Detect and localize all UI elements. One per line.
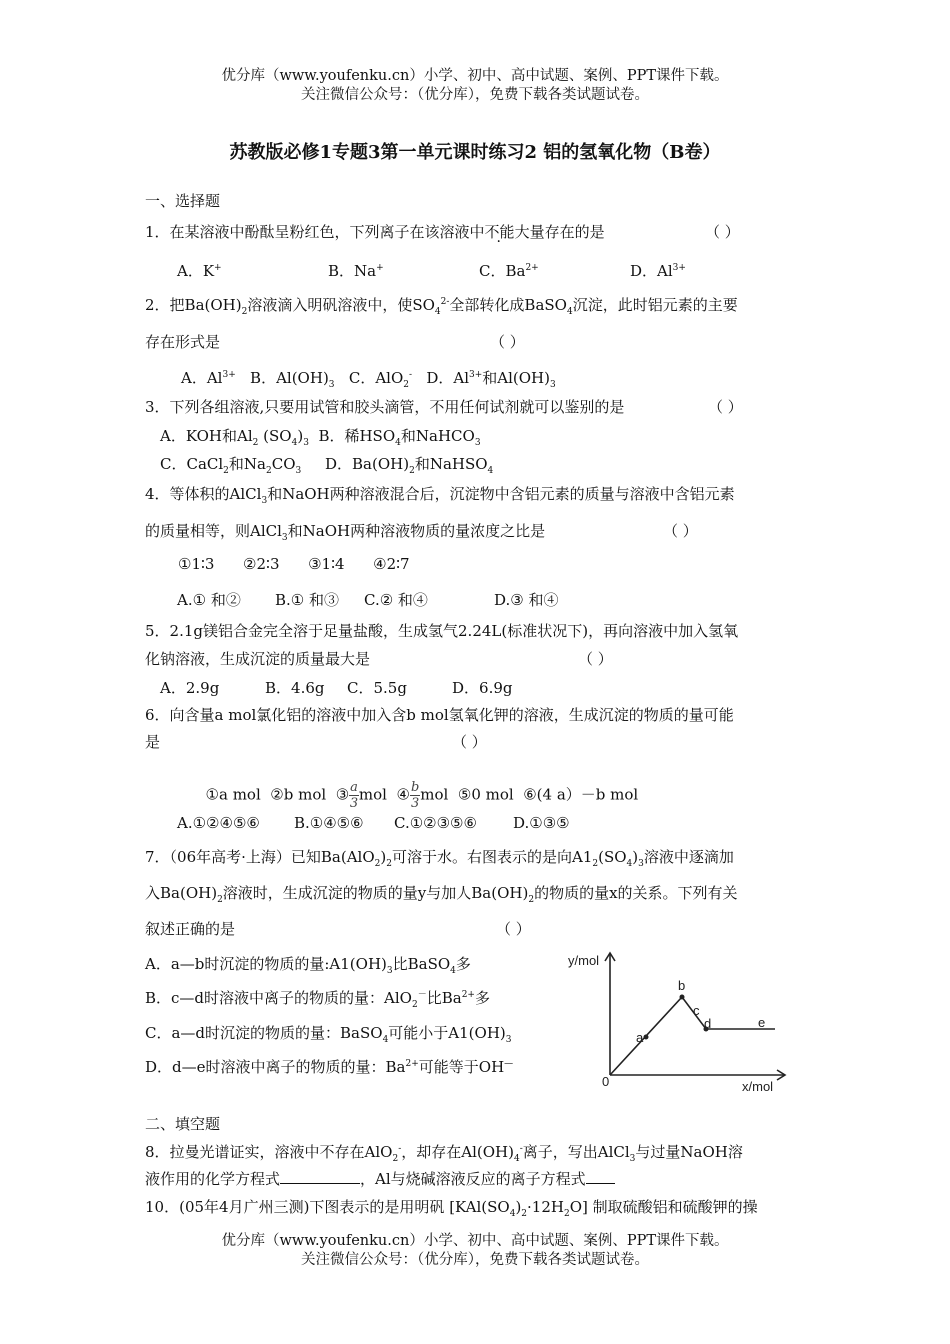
question-8-line-1: 8．拉曼光谱证实，溶液中不存在AlO$_2$-，却存在$Al(OH)_4^-$离子，写出AlCl$_3$与过量NaOH溶 xyxy=(145,1143,743,1164)
q6-option-b: B.①④⑤⑥ xyxy=(294,814,364,832)
footer-line-1: 优分库（www.youfenku.cn）小学、初中、高中试题、案例、PPT课件下载。 xyxy=(221,1233,729,1249)
graph-label-c: c xyxy=(693,1003,700,1018)
q5-option-a: A．2.9g xyxy=(160,679,220,697)
graph-label-b: b xyxy=(678,978,686,993)
question-2-line-2: 存在形式是 xyxy=(145,333,221,351)
graph-label-d: d xyxy=(704,1016,712,1031)
q4-ratios: ①1∶3 ②2∶3 ③1∶4 ④2∶7 xyxy=(178,555,410,573)
graph-label-e: e xyxy=(758,1015,766,1030)
q7-option-d: D．d—e时溶液中离子的物质的量：$Ba^{2+}$可能等于OH— xyxy=(145,1058,514,1076)
q6-option-c: C.①②③⑤⑥ xyxy=(394,814,477,832)
answer-blank-2[interactable] xyxy=(586,1169,615,1184)
q2-options: A．$Al^{3+}$ B．$Al(OH)_3$ C．AlO$_2$- D．$Al^{3+}$和$Al(OH)_3$ xyxy=(181,369,556,390)
q3-options-ab: A．KOH和$Al_2$ $(SO_4)_3$ B．稀$HSO_4$和NaHCO$_3$ xyxy=(160,427,481,448)
question-8-line-2: 液作用的化学方程式 ，Al与烧碱溶液反应的离子方程式 xyxy=(145,1168,615,1189)
question-1: 1．在某溶液中酚酞呈粉红色，下列离子在该溶液中不能大量存在的是 xyxy=(145,223,605,241)
question-3: 3．下列各组溶液,只要用试管和胶头滴管，不用任何试剂就可以鉴别的是 xyxy=(145,398,625,416)
question-2-line-1: 2．把$Ba(OH)_2$溶液滴入明矾溶液中，使$SO_4^{2-}$全部转化成BaSO$_4$沉淀，此时铝元素的主要 xyxy=(145,296,738,317)
question-7-line-2: 入$Ba(OH)_2$溶液时，生成沉淀的物质的量y与加人$Ba(OH)_2$的物质的量x的关系。下列有关 xyxy=(145,884,738,905)
q3-option-d: D．$Ba(OH)_2$和NaHSO$_4$ xyxy=(325,455,494,476)
q7-option-b: B．c—d时溶液中离子的物质的量：AlO$_2$－比$Ba^{2+}$多 xyxy=(145,989,490,1010)
q1-option-d: D．$Al^{3+}$ xyxy=(630,262,686,280)
emphasis-not: 不能 xyxy=(484,223,515,241)
q5-option-c: C．5.5g xyxy=(347,679,407,697)
graph-label-a: a xyxy=(636,1030,644,1045)
q1-option-c: C．$Ba^{2+}$ xyxy=(479,262,539,280)
answer-paren-1: （ ） xyxy=(705,223,740,241)
fraction-b-over-3: $\frac{b}{3}$ xyxy=(410,780,420,811)
q3-option-c: C．CaCl$_2$和$Na_2CO_3$ xyxy=(160,455,302,476)
graph-point-b xyxy=(680,995,685,1000)
question-10-line-1: 10．(05年4月广州三测)下图表示的是用明矾 $[KAl(SO_4)_2\cdot 12H_2O]$ 制取硫酸铝和硫酸钾的操 xyxy=(145,1198,758,1219)
q5-option-d: D．6.9g xyxy=(452,679,513,697)
answer-blank-1[interactable] xyxy=(280,1169,360,1184)
header-line-2: 关注微信公众号：（优分库），免费下载各类试题试卷。 xyxy=(301,87,649,103)
q7-option-a: A．a—b时沉淀的物质的量$:A1(OH)_3$比BaSO$_4$多 xyxy=(145,955,471,976)
q6-choices: ①a mol ②b mol ③ $\frac{a}{3}$ mol ④ $\frac{b}{3}$ mol ⑤0 mol ⑥(4 a）－b mol xyxy=(205,780,639,811)
section-heading-fill: 二、填空题 xyxy=(145,1115,221,1133)
q4-option-c: C.② 和④ xyxy=(364,591,428,609)
graph-y-label: y/mol xyxy=(568,953,600,968)
answer-paren-7: （ ） xyxy=(496,920,531,938)
q5-option-b: B．4.6g xyxy=(265,679,325,697)
question-6-line-2: 是 xyxy=(145,733,161,751)
question-5-line-1: 5．2.1g镁铝合金完全溶于足量盐酸，生成氢气2.24L(标准状况下)，再向溶液中加入氢氧 xyxy=(145,622,739,640)
q7-option-c: C．a—d时沉淀的物质的量：BaSO$_4$可能小于$A1(OH)_3$ xyxy=(145,1024,512,1045)
answer-paren-5: （ ） xyxy=(578,650,613,668)
q6-option-d: D.①③⑤ xyxy=(513,814,570,832)
q4-option-a: A.① 和② xyxy=(177,591,241,609)
graph-point-a xyxy=(644,1035,649,1040)
graph-origin-label: 0 xyxy=(602,1074,610,1089)
precipitate-graph xyxy=(560,945,790,1095)
question-4-line-1: 4．等体积的AlCl$_3$和NaOH两种溶液混合后，沉淀物中含铝元素的质量与溶液中含铝元素 xyxy=(145,485,735,506)
question-7-line-1: 7．（06年高考·上海）已知$Ba(AlO_2)_2$可溶于水。右图表示的是向$A1_2(SO_4)_3$溶液中逐滴加 xyxy=(145,848,734,869)
question-6-line-1: 6．向含量a mol氯化铝的溶液中加入含b mol氢氧化钾的溶液，生成沉淀的物质的量可能 xyxy=(145,706,734,724)
footer-line-2: 关注微信公众号：（优分库），免费下载各类试题试卷。 xyxy=(301,1252,649,1268)
graph-x-label: x/mol xyxy=(742,1079,774,1094)
page-title: 苏教版必修1专题3第一单元课时练习2 铝的氢氧化物（B卷） xyxy=(229,142,721,163)
q4-option-d: D.③ 和④ xyxy=(494,591,559,609)
section-heading-choice: 一、选择题 xyxy=(145,192,221,210)
answer-paren-2: （ ） xyxy=(490,333,525,351)
q6-option-a: A.①②④⑤⑥ xyxy=(177,814,260,832)
q4-option-b: B.① 和③ xyxy=(275,591,340,609)
question-4-line-2: 的质量相等，则AlCl$_3$和NaOH两种溶液物质的量浓度之比是 xyxy=(145,522,546,543)
answer-paren-3: （ ） xyxy=(708,398,743,416)
header-line-1: 优分库（www.youfenku.cn）小学、初中、高中试题、案例、PPT课件下载。 xyxy=(221,68,729,84)
question-7-line-3: 叙述正确的是 xyxy=(145,920,236,938)
answer-paren-6: （ ） xyxy=(452,733,487,751)
answer-paren-4: （ ） xyxy=(663,522,698,540)
q1-option-b: B．Na+ xyxy=(328,262,384,280)
q1-option-a: A．K+ xyxy=(177,262,222,280)
question-5-line-2: 化钠溶液，生成沉淀的质量最大是 xyxy=(145,650,371,668)
fraction-a-over-3: $\frac{a}{3}$ xyxy=(349,780,359,811)
